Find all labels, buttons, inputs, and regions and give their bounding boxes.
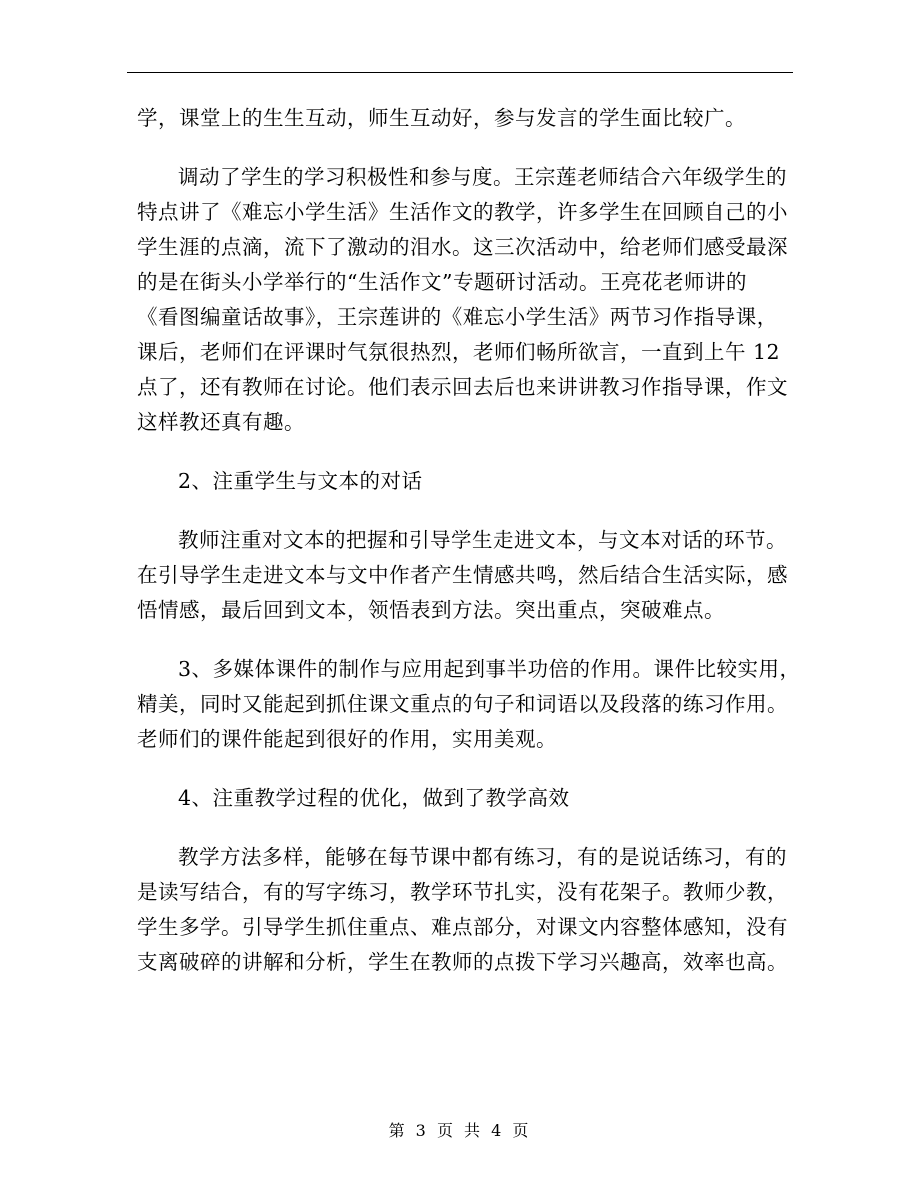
section-heading-4: [137, 781, 793, 816]
text-line: 老师们的课件能起到很好的作用，实用美观。: [137, 727, 557, 751]
document-body: [137, 101, 801, 980]
text-line: 课后，老师们在评课时气氛很热烈，老师们畅所欲言，一直到上午 12: [137, 340, 781, 364]
text-line: 《看图编童话故事》，王宗莲讲的《难忘小学生活》两节习作指导课，: [137, 305, 778, 329]
section-multimedia: [137, 652, 801, 757]
text-line: 悟情感，最后回到文本，领悟表到方法。突出重点，突破难点。: [137, 598, 725, 622]
text-line: 教师注重对文本的把握和引导学生走进文本，与文本对话的环节。: [178, 528, 787, 552]
paragraph-methods: [137, 840, 793, 980]
text-line: 调动了学生的学习积极性和参与度。王宗莲老师结合六年级学生的: [178, 165, 787, 189]
text-line: 是读写结合，有的写字练习，教学环节扎实，没有花架子。教师少教，: [137, 880, 788, 904]
text-line: 2、注重学生与文本的对话: [178, 469, 423, 493]
text-line: 学生涯的点滴，流下了激动的泪水。这三次活动中，给老师们感受最深: [137, 235, 788, 259]
text-line: 学生多学。引导学生抓住重点、难点部分，对课文内容整体感知，没有: [137, 915, 788, 939]
text-line: 支离破碎的讲解和分析，学生在教师的点拨下学习兴趣高，效率也高。: [137, 950, 788, 974]
text-line: 教学方法多样，能够在每节课中都有练习，有的是说话练习，有的: [178, 845, 787, 869]
text-line: 在引导学生走进文本与文中作者产生情感共鸣，然后结合生活实际，感: [137, 563, 788, 587]
text-line: 这样教还真有趣。: [137, 410, 305, 434]
text-line: 4、注重教学过程的优化，做到了教学高效: [178, 786, 570, 810]
text-line: 特点讲了《难忘小学生活》生活作文的教学，许多学生在回顾自己的小: [137, 200, 788, 224]
text-line: 学，课堂上的生生互动，师生互动好，参与发言的学生面比较广。: [137, 106, 746, 130]
text-line: 的是在街头小学举行的“生活作文”专题研讨活动。王亮花老师讲的: [137, 270, 747, 294]
text-line: 点了，还有教师在讨论。他们表示回去后也来讲讲教习作指导课，作文: [137, 375, 788, 399]
text-line: 精美，同时又能起到抓住课文重点的句子和词语以及段落的练习作用。: [137, 692, 788, 716]
paragraph-continuation: [137, 101, 793, 136]
page-number-footer: 第 3 页 共 4 页: [388, 1121, 532, 1140]
paragraph-dialogue: [137, 523, 793, 628]
header-rule: [127, 72, 793, 73]
text-line: 3、多媒体课件的制作与应用起到事半功倍的作用。课件比较实用，: [178, 657, 801, 681]
paragraph-activities: [137, 160, 793, 440]
section-heading-2: [137, 464, 793, 499]
